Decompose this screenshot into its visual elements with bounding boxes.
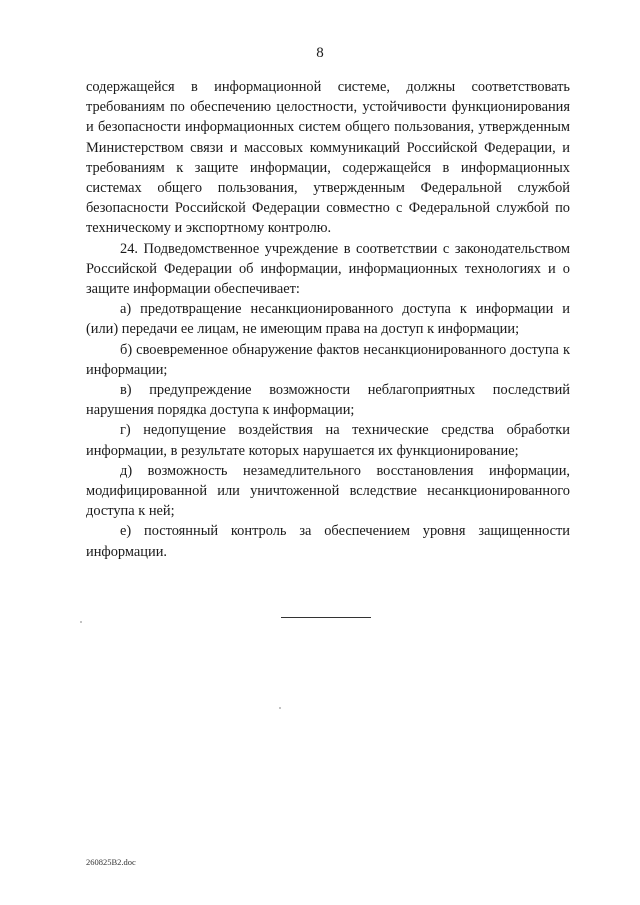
- list-item-g: г) недопущение воздействия на технические средства обработки информации, в результате которых нарушается их функционирование;: [86, 422, 570, 459]
- scan-speck: [279, 707, 281, 709]
- document-body: [86, 77, 570, 562]
- list-item-d: д) возможность незамедлительного восстановления информации, модифицированной или уничтоженной вследствие несанкционированного доступа к ней;: [86, 462, 570, 520]
- list-item-a: а) предотвращение несанкционированного доступа к информации и (или) передачи ее лицам, не имеющим права на доступ к информации;: [86, 301, 570, 338]
- document-code: 260825В2.doc: [86, 857, 136, 867]
- scan-speck: [80, 621, 82, 623]
- end-divider-line: [281, 617, 371, 618]
- list-item-b: б) своевременное обнаружение фактов несанкционированного доступа к информации;: [86, 341, 570, 378]
- paragraph-clause-24: 24. Подведомственное учреждение в соответствии с законодательством Российской Федерации об информации, информационных технологиях и о защите информации обеспечивает:: [86, 240, 570, 298]
- list-item-e: е) постоянный контроль за обеспечением уровня защищенности информации.: [86, 523, 570, 560]
- list-item-v: в) предупреждение возможности неблагоприятных последствий нарушения порядка доступа к информации;: [86, 382, 570, 419]
- page-number: 8: [316, 45, 324, 61]
- paragraph-continuation: содержащейся в информационной системе, должны соответствовать требованиям по обеспечению целостности, устойчивости функционирования и безопасности информационных систем общего пользования, утвержденным Министерством связи и массовых коммуникаций Российской Федерации, и требованиям к защите информации, содержащейся в информационных системах общего пользования, утвержденным Федеральной службой безопасности Российской Федерации совместно с Федеральной службой по техническому и экспортному контролю.: [86, 79, 570, 237]
